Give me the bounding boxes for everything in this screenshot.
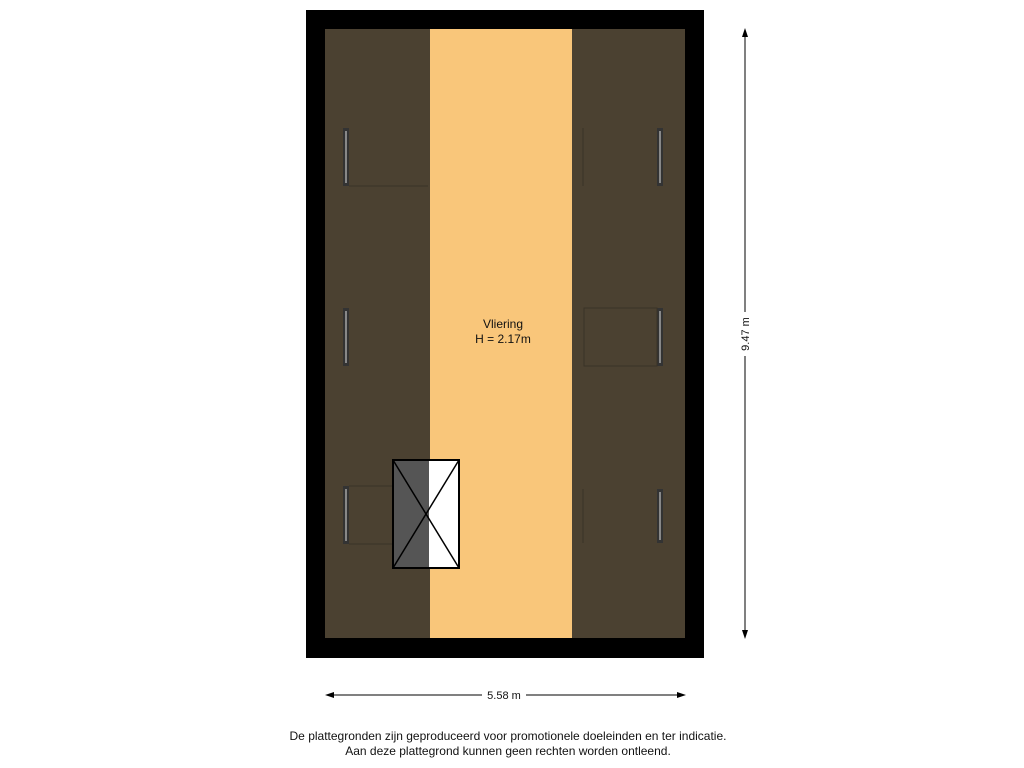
room-height: H = 2.17m — [475, 332, 531, 346]
room-name: Vliering — [482, 317, 524, 331]
disclaimer-line-1: De plattegronden zijn geproduceerd voor promotionele doeleinden en ter indicatie. — [289, 729, 727, 743]
depth-dimension — [737, 28, 753, 639]
roof-window-icon — [343, 308, 349, 366]
width-dimension — [325, 687, 686, 703]
low-ceiling-zone-right — [572, 29, 685, 638]
width-label: 5.58 m — [487, 690, 521, 702]
depth-label: 9.47 m — [740, 317, 752, 351]
disclaimer-line-2: Aan deze plattegrond kunnen geen rechten worden ontleend. — [345, 744, 671, 758]
loft-hatch-icon — [393, 460, 459, 568]
